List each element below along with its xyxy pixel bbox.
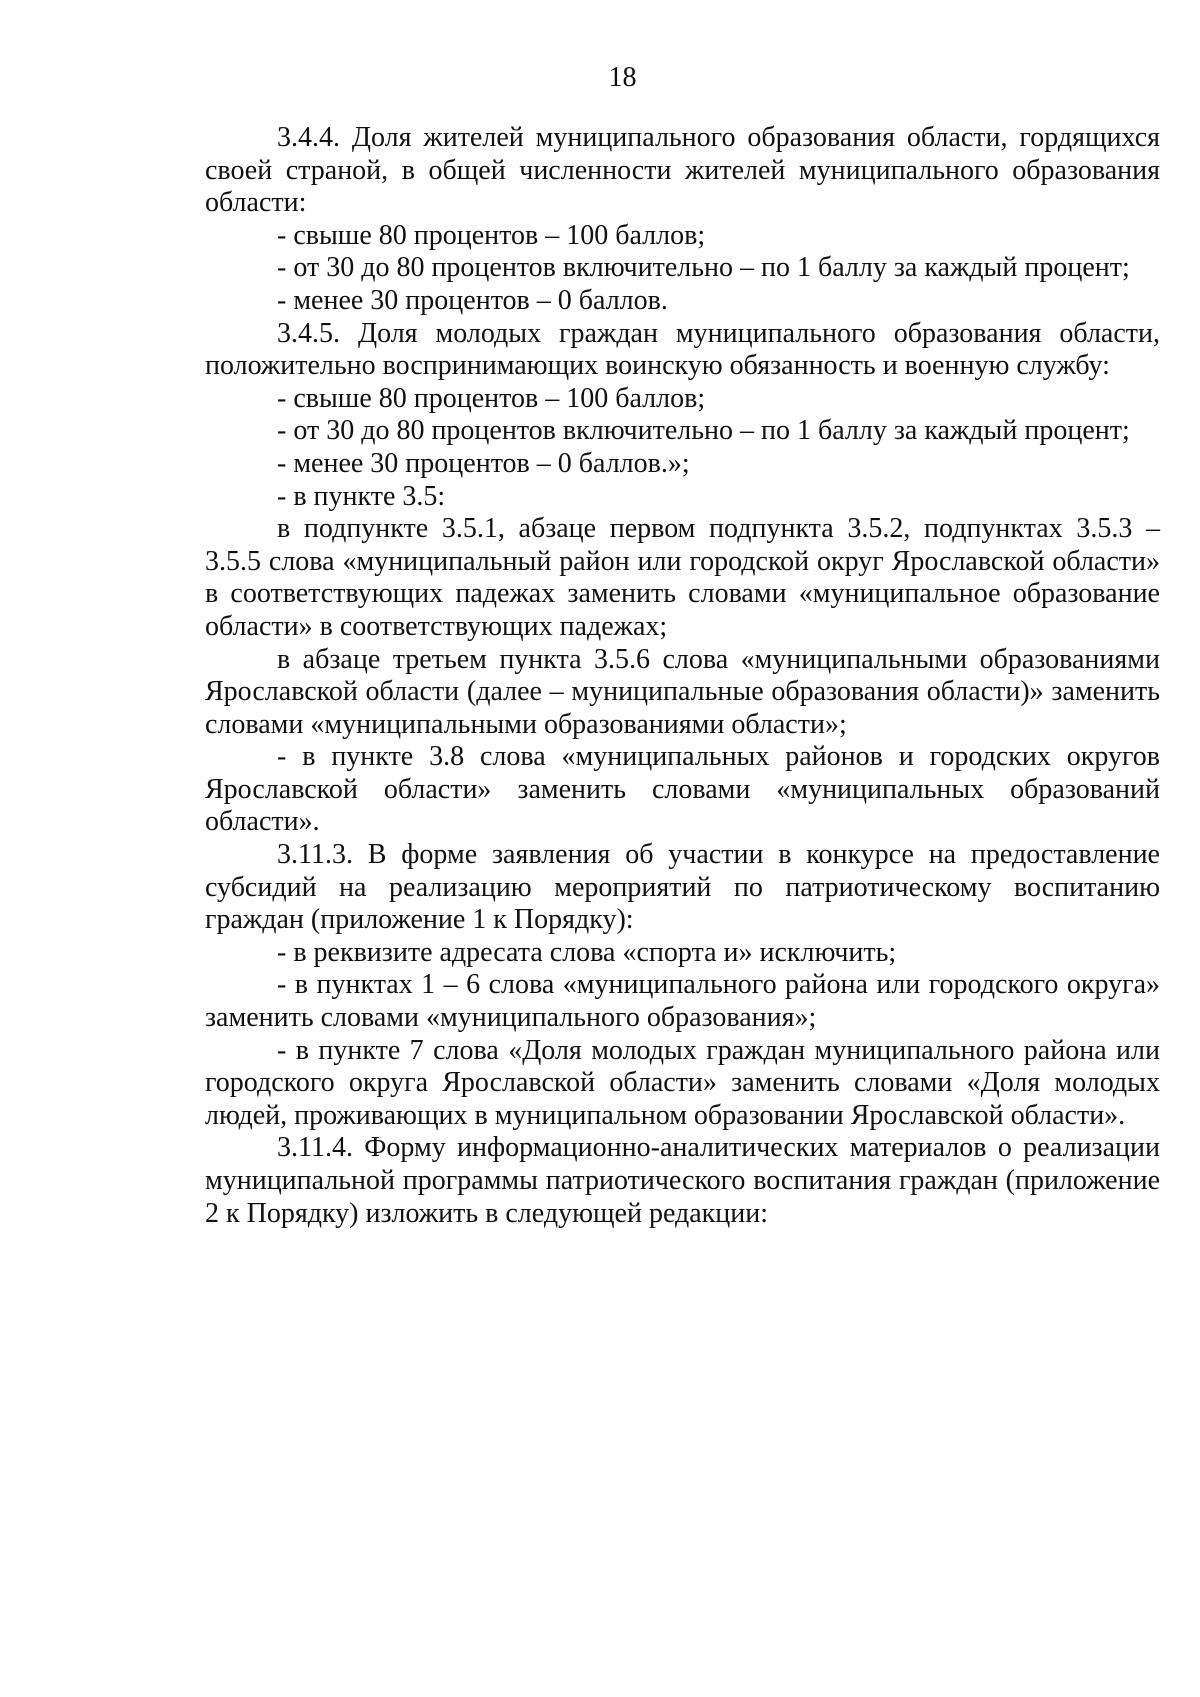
page-number: 18 xyxy=(608,62,637,93)
list-item-over-80: - свыше 80 процентов – 100 баллов; xyxy=(277,219,706,251)
list-item-point-7: - в пункте 7 слова «Доля молодых граждан муниципального района или городского округа Ярославской области» заменить словами «Доля молодых людей, проживающих в муниципальном образовании Ярославской области». xyxy=(205,1034,1160,1131)
list-item-30-to-80: - от 30 до 80 процентов включительно – по 1 баллу за каждый процент; xyxy=(277,252,1130,284)
paragraph-3-4-5: 3.4.5. Доля молодых граждан муниципального образования области, положительно воспринимающих воинскую обязанность и военную службу: xyxy=(205,317,1160,382)
list-item-points-1-6: - в пунктах 1 – 6 слова «муниципального района или городского округа» заменить словами «муниципального образования»; xyxy=(205,969,1160,1034)
paragraph-point-3-5-6: в абзаце третьем пункта 3.5.6 слова «муниципальными образованиями Ярославской области (далее – муниципальные образования области)» заменить словами «муниципальными образованиями области»; xyxy=(205,643,1160,740)
list-item-point-3-5: - в пункте 3.5: xyxy=(277,480,446,512)
list-item-point-3-8: - в пункте 3.8 слова «муниципальных районов и городских округов Ярославской области» заменить словами «муниципальных образований области». xyxy=(205,741,1160,838)
document-body xyxy=(205,122,1160,1230)
paragraph-subpoint-3-5-1: в подпункте 3.5.1, абзаце первом подпункта 3.5.2, подпунктах 3.5.3 – 3.5.5 слова «муниципальный район или городской округ Ярославской области» в соответствующих падежах заменить словами «муниципальное образование области» в соответствующих падежах; xyxy=(205,513,1160,642)
list-item-30-to-80: - от 30 до 80 процентов включительно – по 1 баллу за каждый процент; xyxy=(277,415,1130,447)
paragraph-3-11-3: 3.11.3. В форме заявления об участии в конкурсе на предоставление субсидий на реализацию мероприятий по патриотическому воспитанию граждан (приложение 1 к Порядку): xyxy=(205,839,1160,936)
list-item-under-30: - менее 30 процентов – 0 баллов.»; xyxy=(277,447,690,479)
list-item-under-30: - менее 30 процентов – 0 баллов. xyxy=(277,284,668,316)
paragraph-3-4-4: 3.4.4. Доля жителей муниципального образования области, гордящихся своей страной, в общей численности жителей муниципального образования области: xyxy=(205,122,1160,219)
list-item-over-80: - свыше 80 процентов – 100 баллов; xyxy=(277,382,706,414)
list-item-addressee: - в реквизите адресата слова «спорта и» исключить; xyxy=(277,936,897,968)
paragraph-3-11-4: 3.11.4. Форму информационно-аналитических материалов о реализации муниципальной программы патриотического воспитания граждан (приложение 2 к Порядку) изложить в следующей редакции: xyxy=(205,1132,1160,1229)
